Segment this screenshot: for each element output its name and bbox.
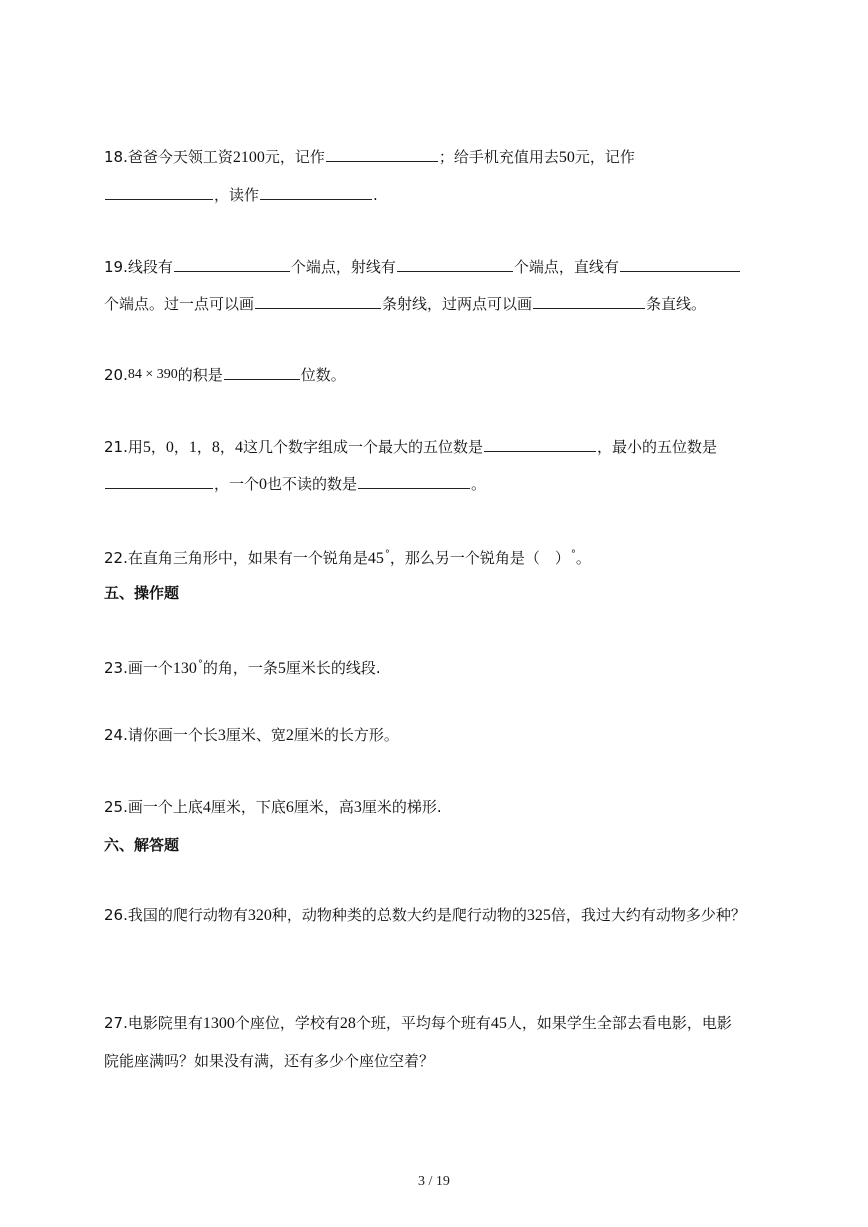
question-text: 院能座满吗？如果没有满，还有多少个座位空着？: [104, 1052, 435, 1070]
question-text: 画一个: [127, 659, 173, 677]
question-text: 也不读的数是: [267, 475, 358, 493]
answer-blank[interactable]: [260, 184, 372, 200]
degree-symbol: °: [384, 549, 390, 560]
question-text: 元，记作: [574, 148, 635, 166]
separator: ，: [196, 438, 212, 456]
question-20: [104, 364, 346, 386]
degree-symbol: °: [570, 549, 576, 560]
question-number: 20.: [104, 366, 128, 384]
question-number: 23.: [104, 659, 128, 677]
question-text: 。: [471, 475, 487, 493]
question-text: 厘米的梯形.: [361, 798, 442, 816]
question-text: ，最小的五位数是: [596, 438, 717, 456]
question-text: ，那么另一个锐角是（ ）: [389, 549, 570, 567]
answer-blank[interactable]: [358, 473, 470, 489]
question-18-line-2: [104, 184, 378, 206]
question-19-line-2: [104, 293, 706, 315]
question-text: 厘米长的线段.: [285, 659, 381, 677]
answer-blank[interactable]: [105, 473, 213, 489]
separator: ，: [150, 438, 166, 456]
question-number: 26.: [104, 906, 128, 924]
answer-blank[interactable]: [533, 293, 645, 309]
question-text: 个端点，射线有: [290, 258, 396, 276]
question-25: [104, 796, 442, 819]
question-text: 线段有: [127, 258, 173, 276]
question-text: 条直线。: [646, 295, 707, 313]
section-heading-operation: 五、操作题: [104, 584, 180, 602]
question-number: 21.: [104, 438, 128, 456]
question-text: .: [373, 186, 378, 204]
question-text: 个班，平均每个班有: [355, 1014, 491, 1032]
question-text: 条射线，过两点可以画: [382, 295, 533, 313]
question-21-line-1: [104, 436, 717, 459]
digit: 1: [188, 439, 197, 456]
section-heading-solution: 六、解答题: [104, 836, 180, 854]
number-value: 2: [285, 727, 294, 744]
number-value: 130: [172, 660, 197, 677]
digit: 5: [142, 439, 151, 456]
question-text: 种，动物种类的总数大约是爬行动物的: [271, 906, 527, 924]
question-text: 位数。: [300, 366, 346, 384]
page-number: 3 / 19: [418, 1174, 450, 1189]
question-text: ；给手机充值用去: [438, 148, 559, 166]
answer-blank[interactable]: [397, 256, 513, 272]
number-value: 4: [202, 799, 211, 816]
question-text: 厘米，下底: [210, 798, 286, 816]
question-number: 22.: [104, 549, 128, 567]
question-text: 请你画一个长: [127, 726, 218, 744]
question-26: [104, 904, 746, 927]
digit: 4: [234, 439, 243, 456]
question-text: 个座位，学校有: [234, 1014, 340, 1032]
number-value: 2100: [232, 149, 265, 166]
question-text: 厘米、宽: [225, 726, 286, 744]
question-text: 个端点，直线有: [513, 258, 619, 276]
question-27-line-1: [104, 1012, 732, 1035]
question-23: [104, 654, 381, 680]
question-text: 人，如果学生全部去看电影，电影: [506, 1014, 732, 1032]
question-text: 。: [575, 549, 591, 567]
number-value: 325: [526, 907, 551, 924]
number-value: 50: [558, 149, 575, 166]
question-text: ，读作: [214, 186, 260, 204]
digit: 0: [165, 439, 174, 456]
number-value: 1300: [202, 1015, 235, 1032]
degree-symbol: °: [197, 659, 203, 670]
question-19-line-1: [104, 256, 741, 278]
digit: 8: [211, 439, 220, 456]
number-value: 5: [277, 660, 286, 677]
question-21-line-2: [104, 473, 486, 496]
number-value: 6: [285, 799, 294, 816]
question-text: 我国的爬行动物有: [127, 906, 248, 924]
question-number: 19.: [104, 258, 128, 276]
answer-blank[interactable]: [326, 146, 438, 162]
question-text: 厘米的长方形。: [293, 726, 399, 744]
number-value: 45: [490, 1015, 507, 1032]
question-number: 27.: [104, 1014, 128, 1032]
separator: ，: [173, 438, 189, 456]
answer-blank[interactable]: [105, 184, 213, 200]
number-value: 28: [339, 1015, 356, 1032]
answer-blank[interactable]: [224, 364, 300, 380]
answer-blank[interactable]: [620, 256, 740, 272]
math-expression: 84 × 390: [127, 367, 178, 382]
question-text: 这几个数字组成一个最大的五位数是: [242, 438, 483, 456]
question-number: 25.: [104, 798, 128, 816]
question-text: 厘米，高: [293, 798, 354, 816]
number-value: 3: [353, 799, 362, 816]
question-text: ，一个: [214, 475, 260, 493]
separator: ，: [219, 438, 235, 456]
question-24: [104, 724, 399, 747]
number-value: 320: [247, 907, 272, 924]
question-number: 18.: [104, 148, 128, 166]
question-text: 用: [127, 438, 143, 456]
question-text: 在直角三角形中，如果有一个锐角是: [127, 549, 368, 567]
question-27-line-2: [104, 1050, 434, 1072]
question-text: 的角，一条: [202, 659, 278, 677]
question-text: 的积是: [177, 366, 223, 384]
question-number: 24.: [104, 726, 128, 744]
answer-blank[interactable]: [484, 436, 596, 452]
number-value: 45: [367, 550, 384, 567]
question-text: 个端点。过一点可以画: [104, 295, 255, 313]
question-22: [104, 544, 591, 570]
answer-blank[interactable]: [255, 293, 381, 309]
question-text: 画一个上底: [127, 798, 203, 816]
question-18-line-1: [104, 146, 635, 169]
question-text: 电影院里有: [127, 1014, 203, 1032]
digit: 0: [259, 476, 268, 493]
question-text: 倍，我过大约有动物多少种？: [550, 906, 746, 924]
number-value: 3: [217, 727, 226, 744]
question-text: 元，记作: [264, 148, 325, 166]
answer-blank[interactable]: [174, 256, 290, 272]
question-text: 爸爸今天领工资: [127, 148, 233, 166]
